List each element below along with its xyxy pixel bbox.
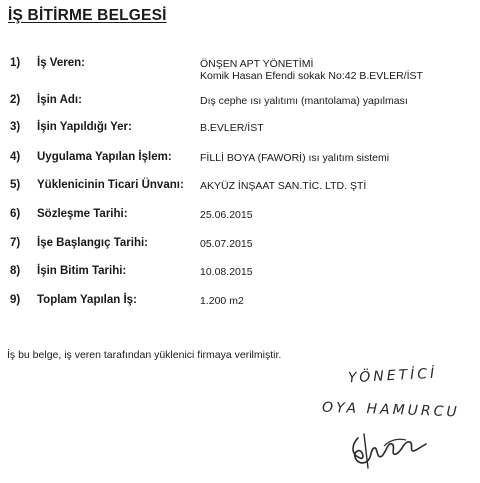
item-value: 25.06.2015 [200, 209, 253, 221]
item-label: Sözleşme Tarihi: [37, 208, 128, 220]
item-value: B.EVLER/İST [200, 122, 264, 134]
item-job-name [10, 94, 470, 110]
item-value-address: Komik Hasan Efendi sokak No:42 B.EVLER/İST [200, 70, 423, 82]
item-value: Dış cephe ısı yalıtımı (mantolama) yapılması [200, 95, 408, 107]
item-number: 9) [10, 294, 21, 306]
item-value: FİLLİ BOYA (FAWORİ) ısı yalıtım sistemi [200, 152, 390, 164]
item-number: 1) [10, 57, 21, 69]
item-end-date [10, 265, 470, 281]
item-number: 8) [10, 265, 21, 277]
item-label: Toplam Yapılan İş: [37, 294, 137, 306]
signature [340, 430, 430, 470]
item-number: 7) [10, 237, 21, 249]
item-label: İşin Yapıldığı Yer: [37, 121, 132, 133]
item-process [10, 151, 470, 167]
item-label: İşin Adı: [37, 94, 82, 106]
item-value: 1.200 m2 [200, 295, 244, 307]
item-number: 6) [10, 208, 21, 220]
item-number: 2) [10, 94, 21, 106]
item-value: ÖNŞEN APT YÖNETİMİ [200, 58, 314, 70]
document-title: İŞ BİTİRME BELGESİ [8, 7, 167, 24]
item-label: Uygulama Yapılan İşlem: [37, 151, 172, 163]
item-value: AKYÜZ İNŞAAT SAN.TİC. LTD. ŞTİ [200, 180, 367, 192]
item-total-work [10, 294, 470, 310]
footer-statement: İş bu belge, iş veren tarafından yüklenici firmaya verilmiştir. [7, 349, 282, 361]
item-label: İş Veren: [37, 57, 85, 69]
item-label: Yüklenicinin Ticari Ünvanı: [37, 179, 184, 191]
item-label: İşin Bitim Tarihi: [37, 265, 127, 277]
item-label: İşe Başlangıç Tarihi: [37, 237, 148, 249]
item-number: 4) [10, 151, 21, 163]
item-start-date [10, 237, 470, 253]
item-number: 3) [10, 121, 21, 133]
item-employer [10, 57, 470, 82]
item-contract-date [10, 208, 470, 224]
item-contractor [10, 179, 470, 195]
handwritten-name: OYA HAMURCU [321, 399, 460, 421]
item-number: 5) [10, 179, 21, 191]
handwritten-role: YÖNETİCİ [347, 365, 438, 387]
item-value: 05.07.2015 [200, 238, 253, 250]
item-value: 10.08.2015 [200, 266, 253, 278]
item-job-location [10, 121, 470, 137]
